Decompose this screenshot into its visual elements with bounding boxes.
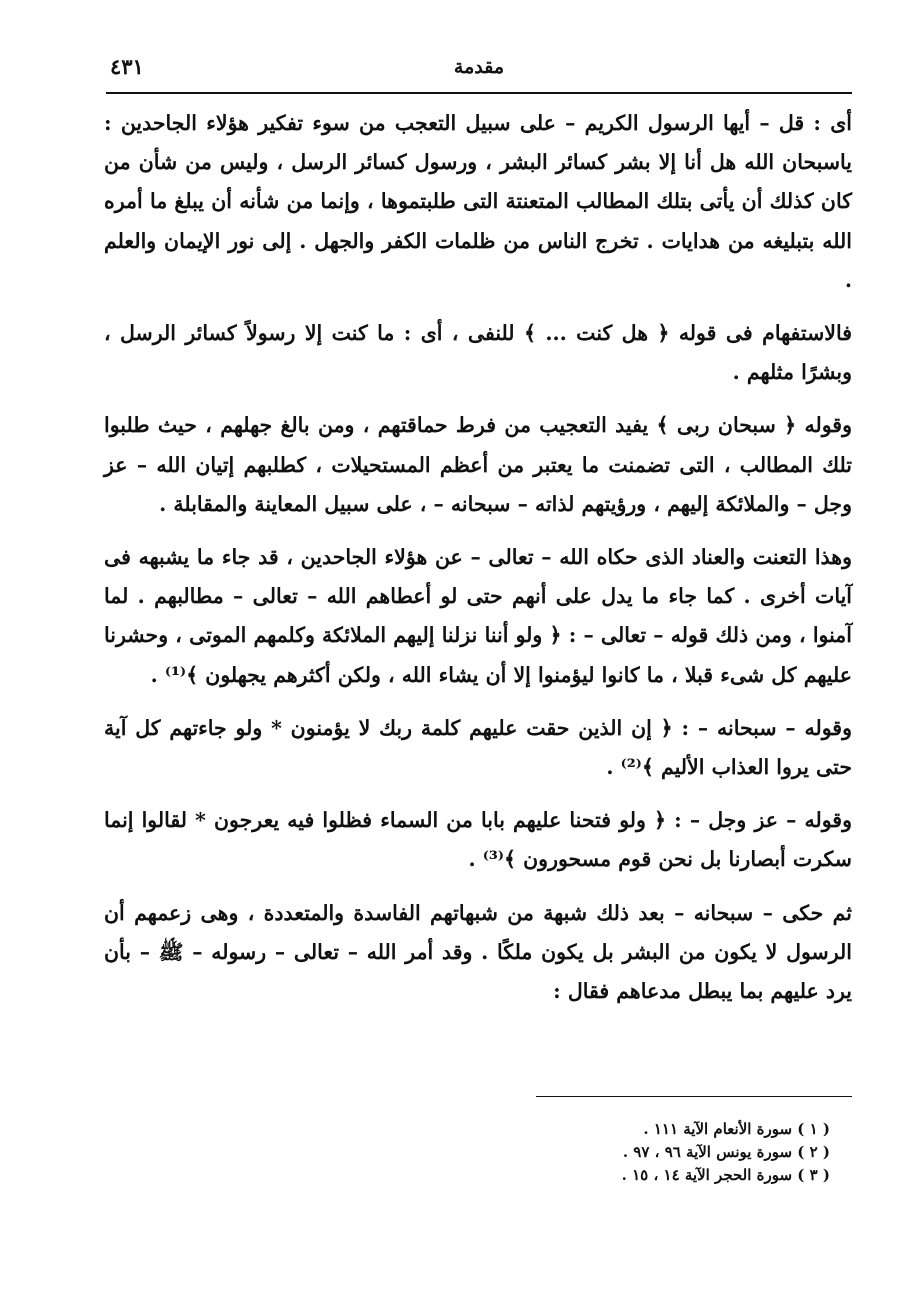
footnote-divider [536,1096,852,1097]
paragraph-6: وقوله – عز وجل – : ﴿ ولو فتحنا عليهم بابا من السماء فظلوا فيه يعرجون * لقالوا إنما سكرت أبصارنا بل نحن قوم مسحورون ﴾⁽³⁾ . [104,808,852,872]
footnotes [400,1118,830,1187]
page-number: ٤٣١ [110,54,144,79]
footnote-2: ( ٢ ) سورة يونس الآية ٩٦ ، ٩٧ . [622,1143,830,1161]
paragraph-7: ثم حكى – سبحانه – بعد ذلك شبهة من شبهاتهم الفاسدة والمتعددة ، وهى زعمهم أن الرسول لا يكون من البشر بل يكون ملكًا . وقد أمر الله – تعالى – رسوله – ﷺ – بأن يرد عليهم بما يبطل مدعاهم فقال : [104,900,852,1004]
header-divider [106,92,852,94]
page-header [106,48,852,88]
main-text [104,104,852,1025]
paragraph-1: أى : قل – أيها الرسول الكريم – على سبيل التعجب من سوء تفكير هؤلاء الجاحدين : ياسبحان الله هل أنا إلا بشر كسائر البشر ، ورسول كسائر الرسل ، وليس من شأن من كان كذلك أن يأتى بتلك المطالب المتعنتة التى طلبتموها ، وإنما من شأنه أن يبلغ ما أمره الله بتبليغه من هدايات . تخرج الناس من ظلمات الكفر والجهل . إلى نور الإيمان والعلم . [104,111,852,292]
footnote-3: ( ٣ ) سورة الحجر الآية ١٤ ، ١٥ . [621,1166,830,1184]
paragraph-2: فالاستفهام فى قوله ﴿ هل كنت ... ﴾ للنفى ، أى : ما كنت إلا رسولاً كسائر الرسل ، وبشرًا مثلهم . [104,321,852,385]
running-title: مقدمة [453,56,505,78]
paragraph-5: وقوله – سبحانه – : ﴿ إن الذين حقت عليهم كلمة ربك لا يؤمنون * ولو جاءتهم كل آية حتى يروا العذاب الأليم ﴾⁽²⁾ . [104,715,852,780]
paragraph-3: وقوله ﴿ سبحان ربى ﴾ يفيد التعجيب من فرط حماقتهم ، ومن بالغ جهلهم ، حيث طلبوا تلك المطالب ، التى تضمنت ما يعتبر من أعظم المستحيلات ، كطلبهم إتيان الله – عز وجل – والملائكة إليهم ، ورؤيتهم لذاته – سبحانه – ، على سبيل المعاينة والمقابلة . [104,413,852,516]
footnote-1: ( ١ ) سورة الأنعام الآية ١١١ . [643,1120,830,1138]
paragraph-4: وهذا التعنت والعناد الذى حكاه الله – تعالى – عن هؤلاء الجاحدين ، قد جاء ما يشبهه فى آيات أخرى . كما جاء ما يدل على أنهم حتى لو أعطاهم الله – تعالى – مطالبهم . لما آمنوا ، ومن ذلك قوله – تعالى – : ﴿ ولو أننا نزلنا إليهم الملائكة وكلمهم الموتى ، وحشرنا عليهم كل شىء قبلا ، ما كانوا ليؤمنوا إلا أن يشاء الله ، ولكن أكثرهم يجهلون ﴾⁽¹⁾ . [104,545,852,687]
